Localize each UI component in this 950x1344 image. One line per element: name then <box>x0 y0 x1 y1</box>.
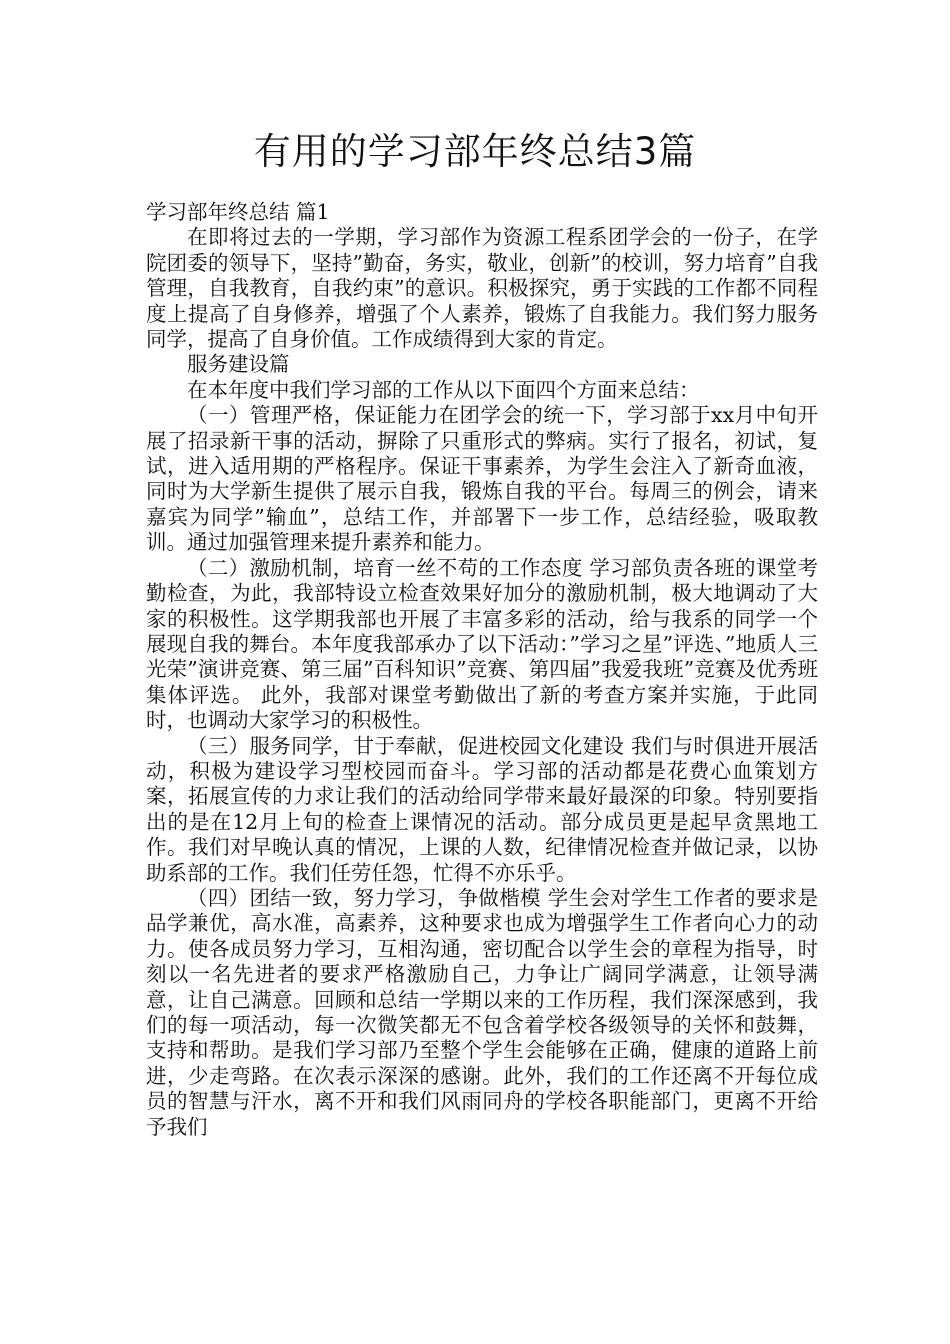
paragraph-item-4: （四）团结一致，努力学习，争做楷模 学生会对学生工作者的要求是品学兼优，高水准，高素养，这种要求也成为增强学生工作者向心力的动力。使各成员努力学习，互相沟通，密切配合以学生会的章程为指导，时刻以一名先进者的要求严格激励自己，力争让广阔同学满意，让领导满意，让自己满意。回顾和总结一学期以来的工作历程，我们深深感到，我们的每一项活动，每一次微笑都无不包含着学校各级领导的关怀和鼓舞，支持和帮助。是我们学习部乃至整个学生会能够在正确，健康的道路上前进，少走弯路。在次表示深深的感谢。此外，我们的工作还离不开每位成员的智慧与汗水，离不开和我们风雨同舟的学校各职能部门，更离不开给予我们 <box>146 885 818 1139</box>
paragraph-overview: 在本年度中我们学习部的工作从以下面四个方面来总结： <box>187 377 700 402</box>
document-title: 有用的学习部年终总结3篇 <box>253 130 697 173</box>
paragraph-item-2: （二）激励机制，培育一丝不苟的工作态度 学习部负责各班的课堂考勤检查，为此，我部特设立检查效果好加分的激励机制，极大地调动了大家的积极性。这学期我部也开展了丰富多彩的活动，给与我系的同学一个展现自我的舞台。本年度我部承办了以下活动：”学习之星”评选、”地质人三光荣”演讲竞赛、第三届”百科知识”竞赛、第四届”我爱我班”竞赛及优秀班集体评选。 此外，我部对课堂考勤做出了新的考查方案并实施，于此同时，也调动大家学习的积极性。 <box>146 555 818 733</box>
paragraph-intro: 在即将过去的一学期，学习部作为资源工程系团学会的一份子，在学院团委的领导下，坚持”勤奋，务实，敬业，创新”的校训，努力培育”自我管理，自我教育，自我约束”的意识。积极探究，勇于实践的工作都不同程度上提高了自身修养，增强了个人素养，锻炼了自我能力。我们努力服务同学，提高了自身价值。工作成绩得到大家的肯定。 <box>146 225 818 352</box>
section-heading: 学习部年终总结 篇1 <box>146 200 330 224</box>
paragraph-item-1: （一）管理严格，保证能力在团学会的统一下，学习部于xx月中旬开展了招录新干事的活动，摒除了只重形式的弊病。实行了报名，初试，复试，进入适用期的严格程序。保证干事素养，为学生会注入了新奇血液，同时为大学新生提供了展示自我，锻炼自我的平台。每周三的例会，请来嘉宾为同学”输血”，总结工作，并部署下一步工作，总结经验，吸取教训。通过加强管理来提升素养和能力。 <box>146 403 818 555</box>
paragraph-item-3: （三）服务同学，甘于奉献，促进校园文化建设 我们与时俱进开展活动，积极为建设学习型校园而奋斗。学习部的活动都是花费心血策划方案，拓展宣传的力求让我们的活动给同学带来最好最深的印象。特别要指出的是在12月上旬的检查上课情况的活动。部分成员更是起早贪黑地工作。我们对早晚认真的情况，上课的人数，纪律情况检查并做记录，以协助系部的工作。我们任劳任怨，忙得不亦乐乎。 <box>146 733 818 885</box>
paragraph-subheading: 服务建设篇 <box>187 352 290 377</box>
document-body <box>146 200 818 1140</box>
